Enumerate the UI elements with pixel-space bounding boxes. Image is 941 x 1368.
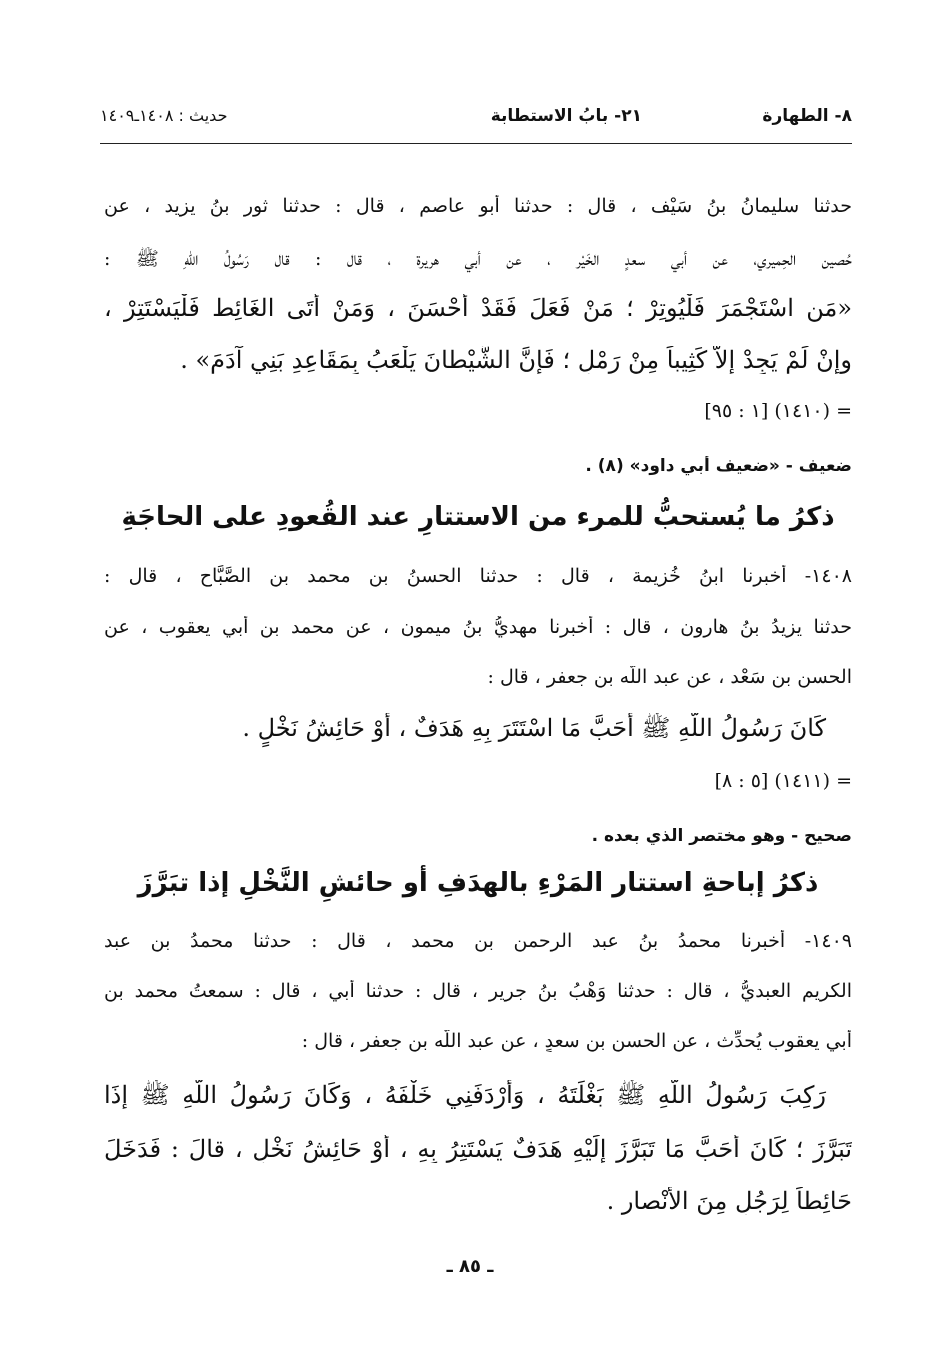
chapter-title: ٨- الطهارة	[762, 106, 852, 126]
text-line: ١٤٠٨- أخبرنا ابنُ خُزيمة ، قال : حدثنا الحسنُ بن محمد بن الصَّبَّاح ، قال :	[104, 565, 852, 587]
hadith-text-line: وإنْ لَمْ يَجِدْ إلاَّ كَثِيباً مِنْ رَمْلٍ ؛ فَإِنَّ الشَّيْطانَ يَلْعَبُ بِمَقَاعِدِ بَنِي آدَمَ» .	[180, 346, 852, 374]
hadith-text-line: رَكِبَ رَسُولُ اللّهِ ﷺ بَغْلَتَهُ ، وَأَرْدَفَنِي خَلْفَهُ ، وَكَانَ رَسُولُ اللّهِ ﷺ إذَا	[104, 1081, 826, 1109]
section-title: ٢١- بابُ الاستطابة	[490, 106, 642, 126]
text-line: حدثنا يزيدُ بنُ هارون ، قال : أخبرنا مهديُّ بنُ ميمون ، عن محمد بن أبي يعقوب ، عن	[104, 616, 852, 638]
hadith-text-line: حَائِطاً لِرَجُلٍ مِنَ الأَنْصارِ .	[606, 1187, 852, 1215]
text-line: ١٤٠٩- أخبرنا محمدُ بنُ عبد الرحمن بن محمد ، قال : حدثنا محمدُ بن عبد	[104, 930, 852, 952]
section-heading: ذكرُ ما يُستحبُّ للمرء من الاستتارِ عند القُعودِ على الحاجَةِ	[121, 502, 835, 532]
section-heading: ذكرُ إباحةِ استتار المَرْءِ بالهدَفِ أو حائشِ النَّخْلِ إذا تبَرَّزَ	[137, 868, 819, 898]
hadith-text-line: «مَن اسْتَجْمَرَ فَلْيُوتِرْ ؛ مَنْ فَعَلَ فَقَدْ أَحْسَنَ ، وَمَنْ أَتَى الغَائِط فَلْيَسْتَتِرْ ،	[104, 294, 852, 322]
hadith-text-line: تَبَرَّزَ ؛ كَانَ أَحَبَّ مَا تَبَرَّزَ إِلَيْهِ هَدَفٌ يَسْتَتِرُ بِهِ ، أَوْ حَائِشُ نَخْلٍ ، قالَ : فَدَخَلَ	[104, 1135, 852, 1163]
grading-note: صحيح - وهو مختصر الذي بعده .	[591, 826, 852, 846]
grading-note: ضعيف - «ضعيف أبي داود» (٨) .	[585, 456, 852, 476]
text-line: الحسن بن سَعْد ، عن عبد اللّه بن جعفر ، قال :	[487, 666, 852, 688]
hadith-range: حديث : ١٤٠٨ـ١٤٠٩	[100, 106, 228, 125]
text-line: الكريم العبديُّ ، قال : حدثنا وَهْبُ بنُ جرير ، قال : حدثنا أبي ، قال : سمعتُ محمد بن	[104, 980, 852, 1002]
text-line: حُصين الحِميري، عن أبي سعدٍ الخَيْر ، عن أبي هريرة ، قال : قال رَسُولُ اللّهِ ﷺ :	[104, 248, 852, 270]
header-rule	[100, 143, 852, 144]
page-number: ـ ٨٥ ـ	[446, 1256, 494, 1277]
cross-reference: = (١٤١٠) [١ : ٩٥]	[704, 400, 852, 422]
text-line: حدثنا سليمانُ بنُ سَيْف ، قال : حدثنا أبو عاصم ، قال : حدثنا ثور بنُ يزيد ، عن	[104, 195, 852, 217]
running-header	[100, 106, 852, 136]
text-line: أبي يعقوب يُحدِّث ، عن الحسن بن سعدٍ ، عن عبد اللّه بن جعفر ، قال :	[301, 1030, 852, 1052]
hadith-text-line: كَانَ رَسُولُ اللّهِ ﷺ أَحَبَّ مَا اسْتَتَرَ بِهِ هَدَفٌ ، أَوْ حَائِشُ نَخْلٍ .	[242, 714, 826, 742]
cross-reference: = (١٤١١) [٥ : ٨]	[714, 770, 852, 792]
